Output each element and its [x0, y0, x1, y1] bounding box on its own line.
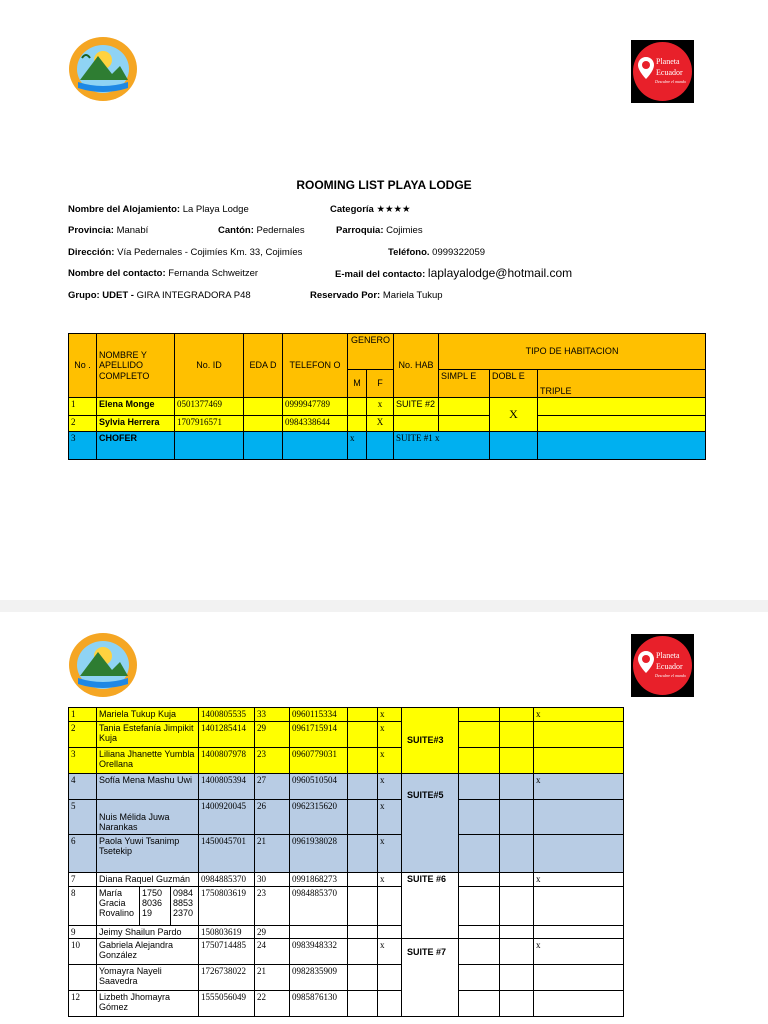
table-row: 8 María Gracia Rovalino 1750 8036 19 0984 8853 2370 1750803619 23 0984885370: [69, 886, 624, 925]
header-telefono: TELEFON O: [283, 334, 348, 398]
logo-planeta-text: Planeta: [656, 57, 680, 66]
suite-label: SUITE #7: [402, 939, 459, 1017]
logo-planeta-text: Planeta: [656, 651, 680, 660]
table-row: 1 Elena Monge 0501377469 0999947789 x SUITE #2 X: [69, 398, 706, 416]
header-simple: SIMPL E: [439, 370, 490, 398]
header-no: No .: [69, 334, 97, 398]
table-row: 3 CHOFER x SUITE #1 x: [69, 432, 706, 460]
table-row: 3 Liliana Jhanette Yumbla Orellana 1400807978 23 0960779031 x: [69, 748, 624, 774]
header-genero: GENERO: [348, 334, 394, 370]
header-tipo: TIPO DE HABITACION: [439, 334, 706, 370]
map-pin-icon: [637, 56, 655, 80]
info-alojamiento: Nombre del Alojamiento: La Playa Lodge: [68, 204, 249, 215]
planeta-ecuador-logo: [631, 634, 694, 697]
info-contacto: Nombre del contacto: Fernanda Schweitzer: [68, 268, 259, 279]
table-row: 2 Sylvia Herrera 1707916571 0984338644 X: [69, 416, 706, 432]
header-m: M: [348, 370, 367, 398]
rooming-table-2: [68, 707, 624, 1017]
info-reservado: Reservado Por: Mariela Tukup: [310, 290, 443, 301]
table-row: 12 Lizbeth Jhomayra Gómez 1555056049 22 0985876130: [69, 991, 624, 1017]
info-provincia: Provincia: Manabí: [68, 225, 149, 236]
gira-integradora-logo-icon: [68, 36, 138, 102]
info-canton: Cantón: Pedernales: [218, 225, 305, 236]
table-row: 7 Diana Raquel Guzmán 0984885370 30 0991868273 x SUITE #6 x: [69, 872, 624, 886]
header-f: F: [367, 370, 394, 398]
header-doble: DOBL E: [490, 370, 538, 398]
suite-label: SUITE #6: [402, 872, 459, 938]
info-categoria: Categoría ★★★★: [330, 204, 411, 215]
table-row: 4 Sofía Mena Mashu Uwi 1400805394 27 0960510504 x SUITE#5 x: [69, 774, 624, 800]
logo-ecuador-text: Ecuador: [656, 68, 683, 77]
header-nombre: NOMBRE Y APELLIDO COMPLETO: [97, 334, 175, 398]
document-title: ROOMING LIST PLAYA LODGE: [296, 178, 472, 192]
gira-integradora-logo-icon: [68, 632, 138, 698]
header-hab: No. HAB: [394, 334, 439, 398]
table-row: 9 Jeimy Shailun Pardo 150803619 29: [69, 925, 624, 938]
suite-label: SUITE#3: [402, 708, 459, 774]
table-row: 6 Paola Yuwi Tsanimp Tsetekip 1450045701 21 0961938028 x: [69, 834, 624, 872]
planeta-ecuador-logo: [631, 40, 694, 103]
info-parroquia: Parroquia: Cojimies: [336, 225, 423, 236]
table-row: 1 Mariela Tukup Kuja 1400805535 33 0960115334 x SUITE#3 x: [69, 708, 624, 722]
header-edad: EDA D: [244, 334, 283, 398]
table-row: 2 Tania Estefanía Jimpikit Kuja 1401285414 29 0961715914 x: [69, 722, 624, 748]
header-id: No. ID: [175, 334, 244, 398]
header-triple: TRIPLE: [538, 370, 706, 398]
table-row: 10 Gabriela Alejandra González 1750714485 24 0983948332 x SUITE #7 x: [69, 939, 624, 965]
map-pin-icon: [637, 650, 655, 674]
logo-tagline: Descubre el mundo: [655, 79, 686, 84]
logo-ecuador-text: Ecuador: [656, 662, 683, 671]
document-page-2: [0, 612, 768, 1024]
rooming-table-1: [68, 333, 706, 460]
suite-label: SUITE#5: [402, 774, 459, 873]
info-email: E-mail del contacto: laplayalodge@hotmail.com: [335, 266, 573, 280]
info-grupo: Grupo: UDET - GIRA INTEGRADORA P48: [68, 290, 251, 301]
info-telefono: Teléfono. 0999322059: [388, 247, 486, 258]
table-row: 5 Nuis Mélida Juwa Narankas 1400920045 26 0962315620 x: [69, 800, 624, 835]
info-direccion: Dirección: Vía Pedernales - Cojimíes Km. 33, Cojimíes: [68, 247, 303, 258]
logo-tagline: Descubre el mundo: [655, 673, 686, 678]
table-row: Yomayra Nayeli Saavedra 1726738022 21 0982835909: [69, 965, 624, 991]
